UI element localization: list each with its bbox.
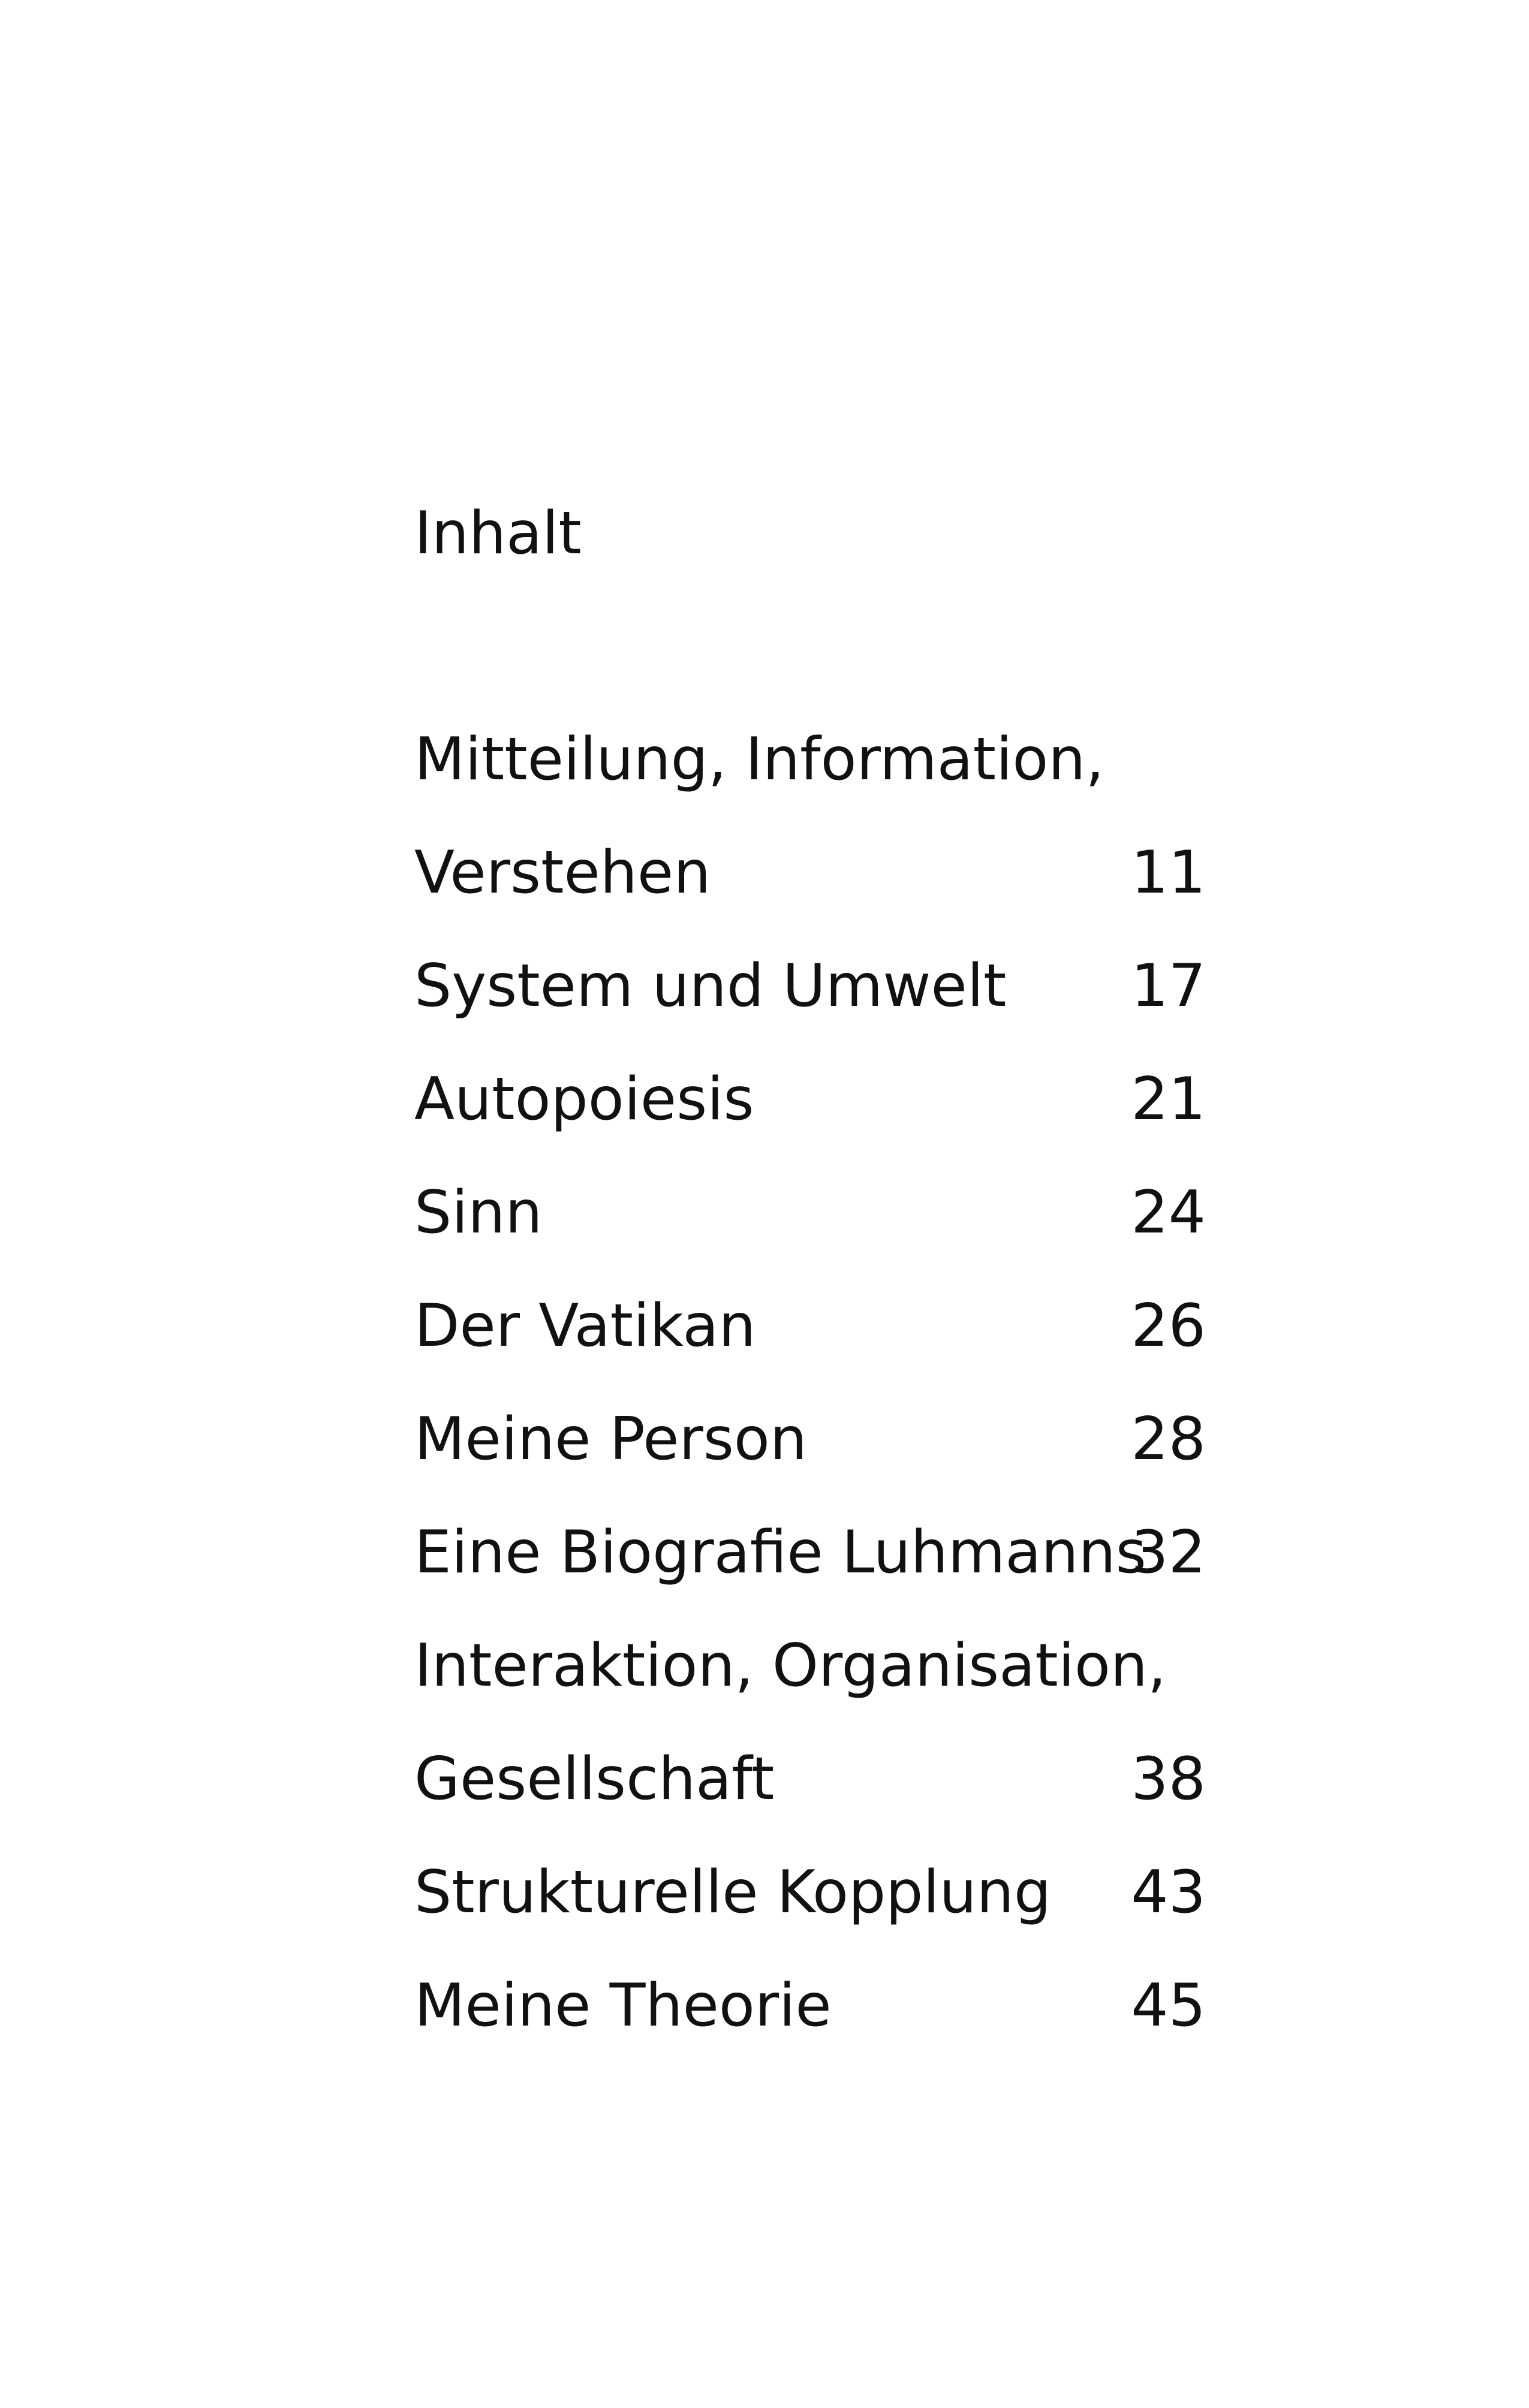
toc-row — [414, 1520, 1206, 1633]
toc-entry-label: Mitteilung, Information, — [414, 725, 1104, 794]
toc-row — [414, 1746, 1206, 1860]
toc-entry-label: Meine Person — [414, 1405, 807, 1473]
toc-page-number: 32 — [1131, 1518, 1206, 1587]
toc-row — [414, 1860, 1206, 1973]
toc-row — [414, 1180, 1206, 1293]
toc-entry-label: Gesellschaft — [414, 1745, 775, 1813]
toc-page-number: 26 — [1131, 1292, 1206, 1360]
toc-entry-label: Sinn — [414, 1179, 543, 1247]
toc-row — [414, 727, 1206, 840]
toc-entry-label: Interaktion, Organisation, — [414, 1632, 1167, 1700]
toc-page-number: 38 — [1131, 1745, 1206, 1813]
toc-row — [414, 1406, 1206, 1520]
toc-entry-label: Eine Biografie Luhmanns — [414, 1518, 1146, 1587]
toc-page-number: 43 — [1131, 1858, 1206, 1927]
toc-title: Inhalt — [414, 499, 582, 568]
toc-row — [414, 1293, 1206, 1406]
toc-page-number: 17 — [1131, 952, 1206, 1020]
toc-entry-label: Strukturelle Kopplung — [414, 1858, 1052, 1927]
toc-page-number: 21 — [1131, 1065, 1206, 1134]
toc-row — [414, 840, 1206, 953]
toc-page-number: 11 — [1131, 839, 1206, 907]
toc-row — [414, 1066, 1206, 1180]
table-of-contents — [414, 727, 1206, 2086]
toc-page-number: 24 — [1131, 1179, 1206, 1247]
toc-row — [414, 1973, 1206, 2086]
toc-row — [414, 953, 1206, 1066]
toc-page-number: 28 — [1131, 1405, 1206, 1473]
toc-entry-label: System und Umwelt — [414, 952, 1007, 1020]
toc-entry-label: Verstehen — [414, 839, 711, 907]
toc-entry-label: Der Vatikan — [414, 1292, 756, 1360]
toc-row — [414, 1633, 1206, 1746]
toc-entry-label: Autopoiesis — [414, 1065, 754, 1134]
toc-page-number: 45 — [1131, 1972, 1206, 2040]
toc-entry-label: Meine Theorie — [414, 1972, 832, 2040]
